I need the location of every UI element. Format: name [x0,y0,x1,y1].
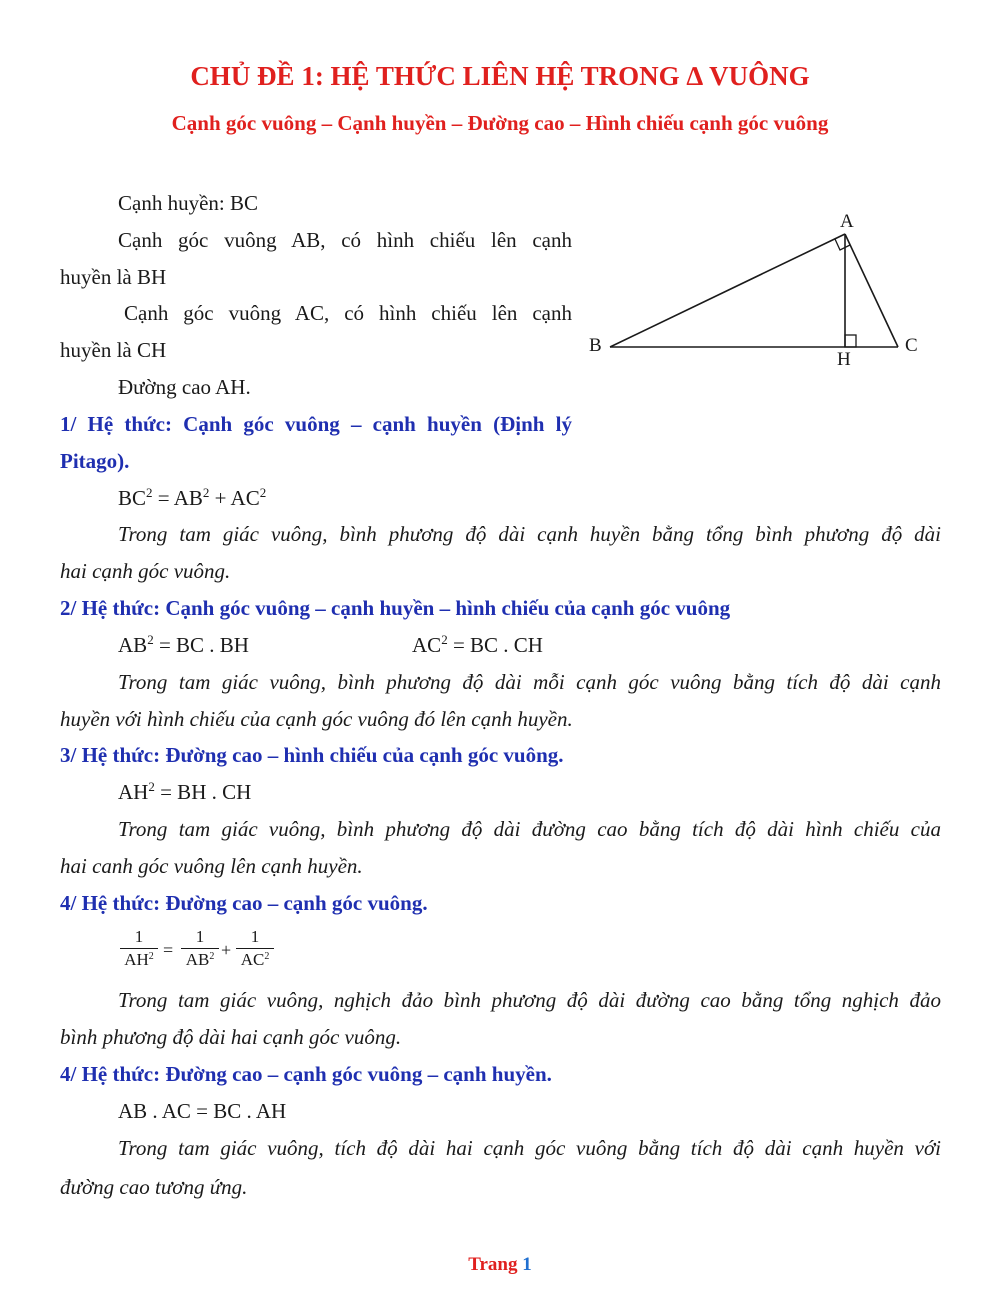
section1-heading-line2: Pitago). [60,449,130,473]
side-ac [845,234,898,347]
equals-sign: = [163,940,174,960]
section1-heading-line1: 1/ Hệ thức: Cạnh góc vuông – cạnh huyền (Định lý [60,412,572,436]
section1-note-line2: hai cạnh góc vuông. [60,559,231,583]
plus-sign: + [221,940,232,960]
fraction-1-over-ab2: 1 $AB^2$ [181,927,219,970]
page-title: CHỦ ĐỀ 1: HỆ THỨC LIÊN HỆ TRONG ∆ VUÔNG [190,61,810,91]
section4-heading: 4/ Hệ thức: Đường cao – cạnh góc vuông. [60,891,428,915]
fraction-1-over-ac2: 1 $AC^2$ [236,927,274,970]
section3-note-line1: Trong tam giác vuông, bình phương độ dài đường cao bằng tích độ dài hình chiếu của [118,817,941,841]
footer-label: Trang [468,1254,518,1275]
section1-note-line1: Trong tam giác vuông, bình phương độ dài cạnh huyền bằng tổng bình phương độ dài [118,522,941,546]
section3-formula: $AH^2$ = BH . CH [118,779,252,804]
section2-formula-ac: $AC^2$ = BC . CH [412,632,543,657]
section5-note-line2: đường cao tương ứng. [60,1175,248,1199]
section4-note-line2: bình phương độ dài hai cạnh góc vuông. [60,1025,402,1049]
section2-formula-ab: $AB^2$ = BC . BH [118,632,249,657]
page-subtitle: Cạnh góc vuông – Cạnh huyền – Đường cao – Hình chiếu cạnh góc vuông [171,111,829,135]
right-angle-mark-h [845,335,856,347]
intro-hypotenuse: Cạnh huyền: BC [118,191,258,215]
side-ab [610,234,845,347]
right-triangle-figure [580,205,930,375]
section3-note-line2: hai canh góc vuông lên cạnh huyền. [60,854,363,878]
section5-formula: AB . AC = BC . AH [118,1099,287,1123]
section3-heading: 3/ Hệ thức: Đường cao – hình chiếu của cạnh góc vuông. [60,743,564,767]
label-c: C [905,335,918,356]
page-footer [0,1254,1000,1276]
label-h: H [837,349,851,370]
section5-note-line1: Trong tam giác vuông, tích độ dài hai cạnh góc vuông bằng tích độ dài cạnh huyền với [118,1136,941,1160]
section2-heading: 2/ Hệ thức: Cạnh góc vuông – cạnh huyền – hình chiếu của cạnh góc vuông [60,596,731,620]
intro-ac-line2: huyền là CH [60,338,167,362]
section4-note-line1: Trong tam giác vuông, nghịch đảo bình phương độ dài đường cao bằng tổng nghịch đảo [118,988,941,1012]
section2-note-line2: huyền với hình chiếu của cạnh góc vuông đó lên cạnh huyền. [60,707,573,731]
section2-note-line1: Trong tam giác vuông, bình phương độ dài mỗi cạnh góc vuông bằng tích độ dài cạnh [118,670,941,694]
intro-ab-line2: huyền là BH [60,265,167,289]
fraction-1-over-ah2: 1 $AH^2$ [120,927,158,970]
intro-altitude: Đường cao AH. [118,375,251,399]
section1-formula: $BC^2 = AB^2 + AC^2$ [118,485,267,510]
intro-ab-line1: Cạnh góc vuông AB, có hình chiếu lên cạnh [118,228,572,252]
label-b: B [589,335,602,356]
label-a: A [840,211,854,232]
intro-ac-line1: Cạnh góc vuông AC, có hình chiếu lên cạnh [124,301,572,325]
section5-heading: 4/ Hệ thức: Đường cao – cạnh góc vuông – cạnh huyền. [60,1062,552,1086]
page-number: 1 [522,1254,532,1275]
